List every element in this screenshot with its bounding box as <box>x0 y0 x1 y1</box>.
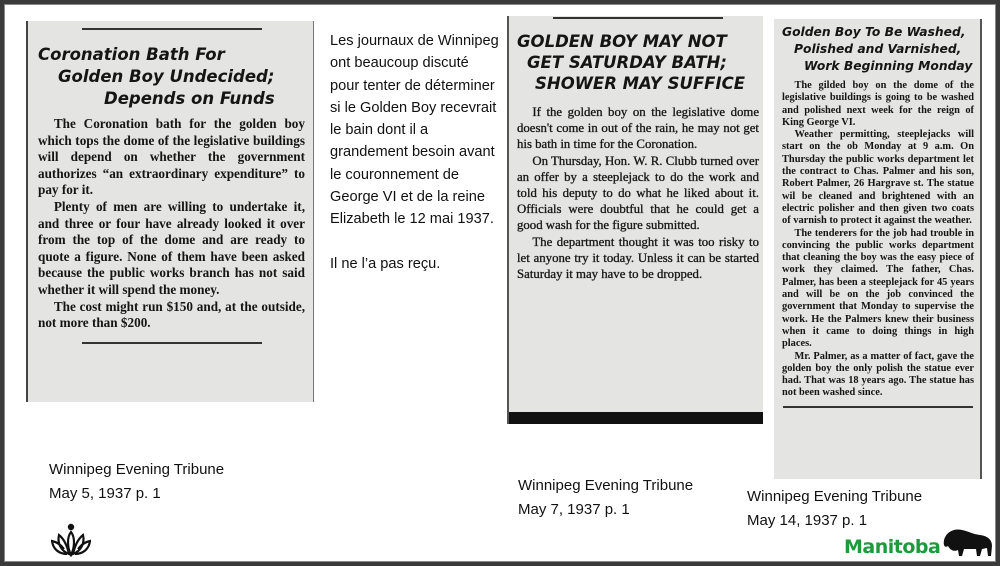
headline-line: Golden Boy Undecided; <box>58 67 275 86</box>
clipping-paragraph: The gilded boy on the dome of the legislative buildings is going to be washed and polished next week for the reign of King George VI. <box>782 80 974 128</box>
headline-line: Polished and Varnished, <box>794 42 962 56</box>
manitoba-logo <box>844 528 994 558</box>
caption-may-14 <box>747 485 922 533</box>
clipping-paragraph: On Thursday, Hon. W. R. Clubb turned over an offer by a steeplejack to do the work and told his deputy to do what he liked about it. Officials were doubtful that he could get a good wash for the figure submitted. <box>517 153 759 233</box>
clipping-paragraph: Mr. Palmer, as a matter of fact, gave the golden boy the only polish the statue ever had. That was 18 years ago. The statue has not been washed since. <box>782 350 974 399</box>
divider <box>82 28 262 30</box>
clipping-may-7 <box>507 16 763 424</box>
scan-edge <box>509 412 763 424</box>
clipping-may-14 <box>774 19 982 479</box>
headline-line: SHOWER MAY SUFFICE <box>535 74 745 93</box>
headline-line: Golden Boy To Be Washed, <box>782 25 966 39</box>
clipping-paragraph: The cost might run $150 and, at the outside, not more than $200. <box>38 298 305 331</box>
french-note <box>330 30 500 297</box>
divider <box>553 17 723 19</box>
caption-source: Winnipeg Evening Tribune <box>747 488 923 505</box>
headline-line: Depends on Funds <box>104 89 275 108</box>
lotus-figure-logo-icon <box>51 523 91 557</box>
caption-source: Winnipeg Evening Tribune <box>518 477 694 494</box>
clipping-headline <box>517 31 759 94</box>
caption-may-5 <box>49 458 224 506</box>
clipping-paragraph: Plenty of men are willing to undertake it, and three or four have already looked it over from the top of the dome and are ready to quote a figure. None of them have been asked because the public works branch has not said whether it will spend the money. <box>38 198 305 297</box>
clipping-paragraph: The tenderers for the job had trouble in convincing the public works department that cleaning the boy was the easy piece of work they claimed. The father, Chas. Palmer, has been a steeplejack for 45 years and will be on the job convinced the government that Monday to supervise the work. He the Palmers knew their business when it came to doing things in high places. <box>782 227 974 350</box>
clipping-paragraph: If the golden boy on the legislative dome doesn't come in out of the rain, he may not get his bath in time for the Coronation. <box>517 105 759 152</box>
caption-date: May 14, 1937 p. 1 <box>747 512 868 529</box>
caption-may-7 <box>518 474 693 522</box>
french-note-paragraph: Il ne l’a pas reçu. <box>330 255 441 272</box>
headline-line: GET SATURDAY BATH; <box>527 53 727 72</box>
caption-date: May 5, 1937 p. 1 <box>49 485 161 502</box>
bison-icon <box>942 528 994 558</box>
clipping-headline <box>782 24 974 75</box>
divider <box>82 342 262 344</box>
french-note-paragraph: Les journaux de Winnipeg ont beaucoup discuté pour tenter de déterminer si le Golden Boy recevrait le bain dont il a grandement besoin avant le couronnement de George VI et de la reine Elizabeth le 12 mai 1937. <box>330 33 499 228</box>
manitoba-wordmark: Manitoba <box>844 536 941 558</box>
headline-line: GOLDEN BOY MAY NOT <box>517 32 727 51</box>
clipping-headline <box>38 44 305 110</box>
clipping-may-5 <box>26 21 314 402</box>
clipping-paragraph: Weather permitting, steeplejacks will start on the ob Monday at 9 a.m. On Thursday the public works department let the contract to Chas. Palmer and his son, Robert Palmer, 26 Hargrave st. The statue wil be cleaned and brightened with an electric polisher and then given two coats of varnish to protect it against the weather. <box>782 129 974 227</box>
headline-line: Coronation Bath For <box>38 45 225 64</box>
headline-line: Work Beginning Monday <box>804 59 973 73</box>
caption-source: Winnipeg Evening Tribune <box>49 461 225 478</box>
divider <box>783 406 973 408</box>
caption-date: May 7, 1937 p. 1 <box>518 501 630 518</box>
clipping-paragraph: The department thought it was too risky to let anyone try it today. Unless it can be started Saturday it may have to be dropped. <box>517 234 759 282</box>
clipping-paragraph: The Coronation bath for the golden boy which tops the dome of the legislative buildings will depend on whether the government authorizes “an extraordinary expenditure” to pay for it. <box>38 116 305 198</box>
